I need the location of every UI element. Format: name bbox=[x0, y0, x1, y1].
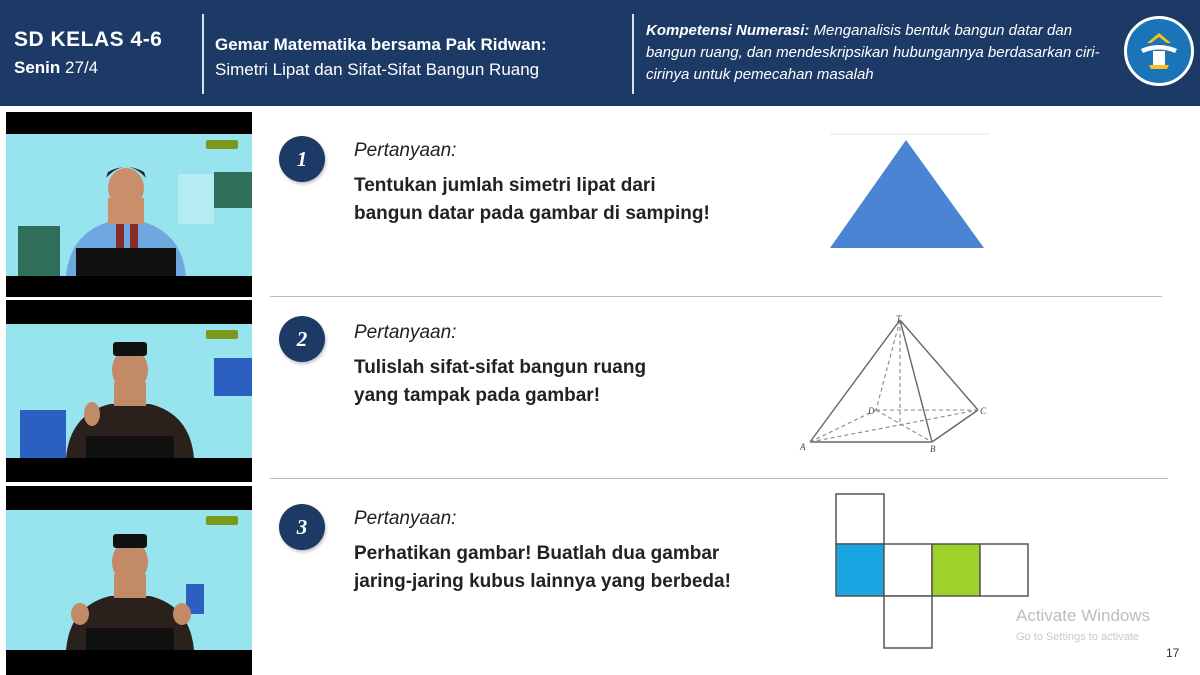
video-scene bbox=[6, 134, 252, 276]
competency-text bbox=[646, 20, 1116, 86]
channel-watermark bbox=[206, 516, 238, 525]
question-number-badge: 1 bbox=[279, 136, 325, 182]
vertex-label: A bbox=[800, 442, 806, 452]
question-text bbox=[354, 172, 710, 228]
question-text-line: Perhatikan gambar! Buatlah dua gambar bbox=[354, 543, 720, 564]
header-divider bbox=[632, 14, 634, 94]
class-info bbox=[14, 28, 162, 78]
question-text-line: jaring-jaring kubus lainnya yang berbeda! bbox=[354, 571, 731, 592]
video-panel-2 bbox=[6, 300, 252, 482]
page-number: 17 bbox=[1166, 646, 1180, 660]
question-number-badge: 2 bbox=[279, 316, 325, 362]
date-label bbox=[14, 58, 162, 78]
vertex-label: B bbox=[930, 444, 936, 454]
lesson-title-line2: Simetri Lipat dan Sifat-Sifat Bangun Ruang bbox=[215, 60, 540, 79]
grade-label: SD KELAS 4-6 bbox=[14, 28, 163, 51]
question-text-line: Tulislah sifat-sifat bangun ruang bbox=[354, 357, 647, 378]
question-label: Pertanyaan: bbox=[354, 322, 457, 343]
question-text-line: Tentukan jumlah simetri lipat dari bbox=[354, 175, 656, 196]
header-bar bbox=[0, 0, 1200, 106]
presenter-figure bbox=[50, 516, 210, 650]
presenter-figure bbox=[46, 148, 206, 276]
channel-watermark bbox=[206, 140, 238, 149]
cube-net-figure bbox=[832, 490, 1032, 652]
question-text-line: bangun datar pada gambar di samping! bbox=[354, 203, 710, 224]
vertex-label: T bbox=[896, 314, 902, 324]
competency-label: Kompetensi Numerasi: bbox=[646, 22, 810, 39]
video-panel-3 bbox=[6, 486, 252, 675]
pyramid-figure bbox=[796, 312, 996, 454]
question-text-line: yang tampak pada gambar! bbox=[354, 385, 601, 406]
video-scene bbox=[6, 510, 252, 650]
vertex-label: C bbox=[980, 406, 987, 416]
video-scene bbox=[6, 324, 252, 458]
video-panel-1 bbox=[6, 112, 252, 297]
activate-windows-hint: Go to Settings to activate bbox=[1016, 631, 1139, 643]
activate-windows-watermark: Activate Windows bbox=[1016, 606, 1151, 625]
section-divider bbox=[270, 478, 1168, 479]
presenter-figure bbox=[50, 330, 210, 458]
vertex-label: D bbox=[868, 406, 875, 416]
channel-watermark bbox=[206, 330, 238, 339]
date-value: 27/4 bbox=[65, 58, 99, 77]
day-label: Senin bbox=[14, 58, 61, 77]
question-label: Pertanyaan: bbox=[354, 140, 457, 161]
question-text bbox=[354, 540, 731, 596]
triangle-figure bbox=[822, 128, 992, 256]
header-divider bbox=[202, 14, 204, 94]
question-label: Pertanyaan: bbox=[354, 508, 457, 529]
section-divider bbox=[270, 296, 1162, 297]
competency-description: Menganalisis bentuk bangun datar dan bangun ruang, dan mendeskripsikan hubungannya berdasarkan ciri-cirinya untuk pemecahan masalah bbox=[646, 22, 1100, 83]
question-text bbox=[354, 354, 646, 410]
lesson-title bbox=[215, 32, 547, 82]
tut-wuri-handayani-logo-icon bbox=[1124, 16, 1194, 86]
question-number-badge: 3 bbox=[279, 504, 325, 550]
lesson-title-line1: Gemar Matematika bersama Pak Ridwan: bbox=[215, 35, 547, 54]
